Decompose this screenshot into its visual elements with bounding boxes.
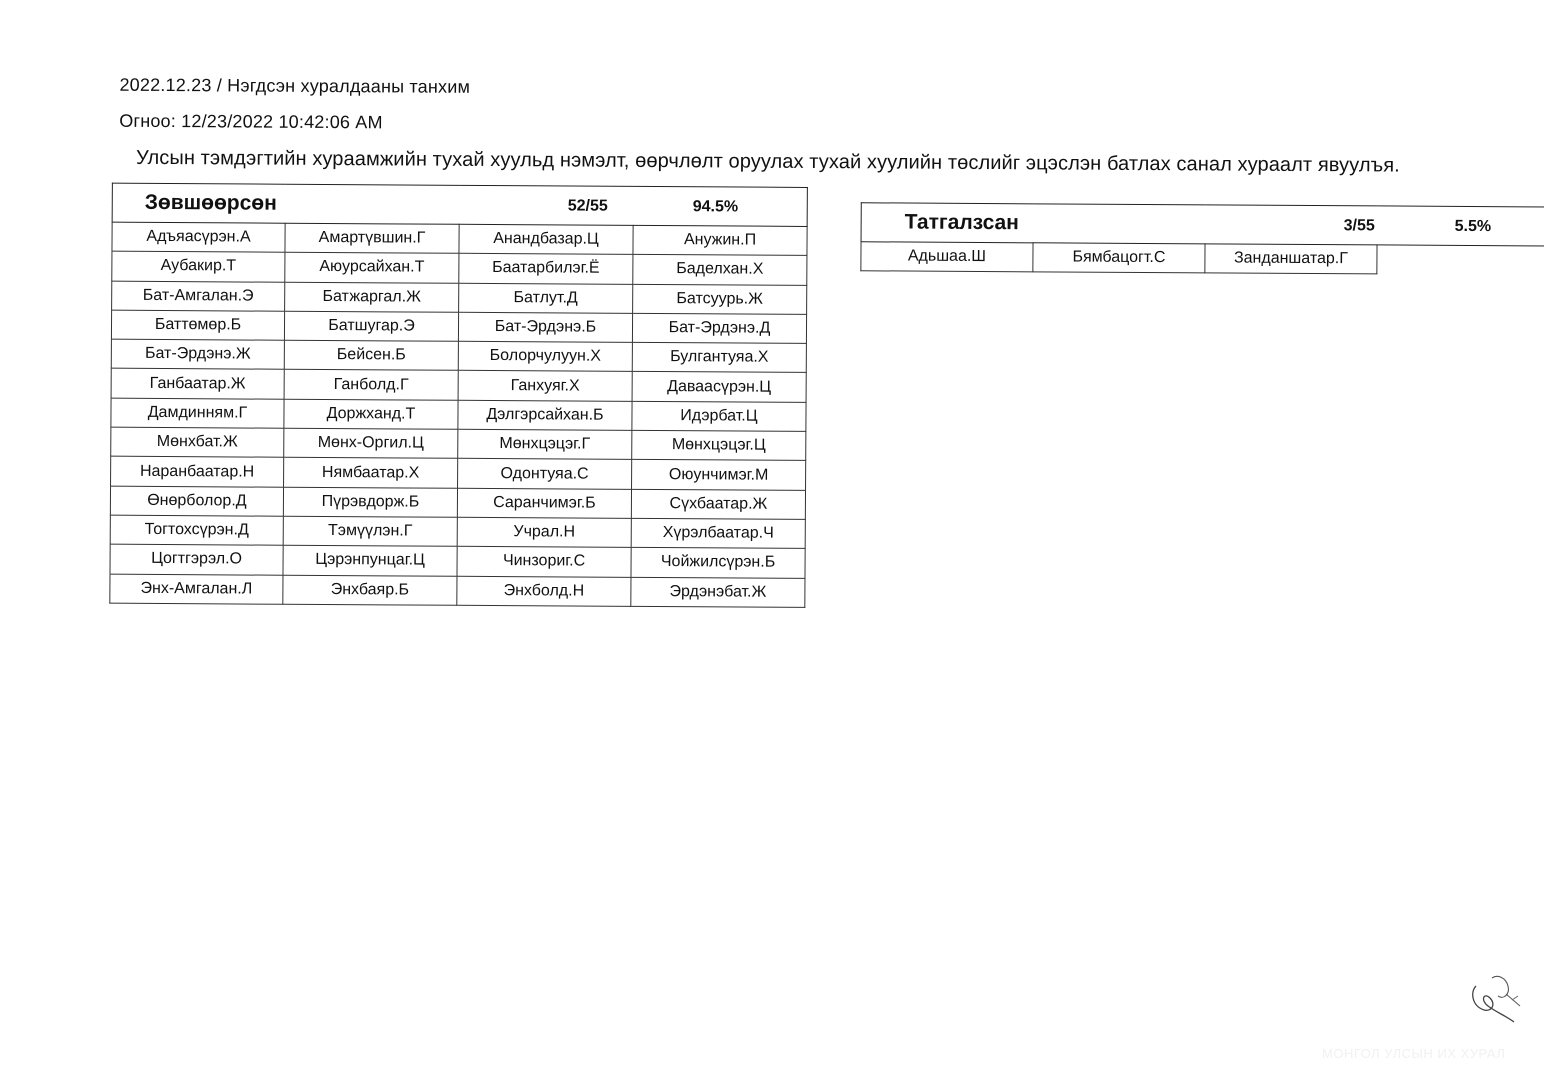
name-cell: Тэмүүлэн.Г [283,516,457,546]
name-cell: Энхболд.Н [457,576,631,606]
name-cell: Мөнх-Оргил.Ц [284,428,458,458]
name-cell: Даваасүрэн.Ц [632,372,806,402]
name-cell: Баттөмөр.Б [111,310,284,340]
name-cell: Мөнхцэцэг.Ц [632,430,806,460]
name-cell: Оюунчимэг.М [632,460,806,490]
reject-table [860,202,1544,276]
name-cell: Бямбацогт.С [1033,243,1205,273]
name-cell: Сүхбаатар.Ж [631,489,805,519]
table-row [110,574,805,608]
name-cell: Цогтгэрэл.О [110,544,283,574]
name-cell: Аубакир.Т [112,251,285,281]
name-cell: Бейсен.Б [284,340,458,370]
name-cell: Дамдинням.Г [111,398,284,428]
name-cell: Одонтуяа.С [458,459,632,489]
watermark: МОНГОЛ УЛСЫН ИХ ХУРАЛ [1322,1046,1506,1061]
name-cell: Адьшаа.Ш [861,242,1033,272]
name-cell: Нямбаатар.Х [284,458,458,488]
name-cell: Батлут.Д [459,283,633,313]
approve-percent: 94.5% [692,198,739,216]
table-row [111,339,806,373]
name-cell: Наранбаатар.Н [111,457,284,487]
name-cell: Булгантуяа.Х [632,343,806,373]
approve-title: Зөвшөөрсөн [144,190,277,215]
name-cell: Батжаргал.Ж [285,282,459,312]
name-cell: Анандбазар.Ц [459,224,633,254]
name-cell: Аюурсайхан.Т [285,253,459,283]
name-cell: Анужин.П [633,225,807,255]
table-row [112,222,807,256]
reject-title: Татгалзсан [904,210,1019,235]
name-cell: Тогтохсүрэн.Д [110,515,283,545]
name-cell: Доржханд.Т [284,399,458,429]
approve-count: 52/55 [567,197,608,215]
name-cell: Батшугар.Э [284,311,458,341]
table-row [111,398,806,432]
reject-header-row [861,203,1544,246]
name-cell: Бат-Амгалан.Э [112,281,285,311]
name-cell: Мөнхбат.Ж [111,427,284,457]
name-cell: Дэлгэрсайхан.Б [458,400,632,430]
approve-table [109,183,808,608]
table-row [111,457,806,491]
table-row [861,242,1544,276]
approve-header [112,183,807,226]
name-cell: Бат-Эрдэнэ.Б [458,312,632,342]
name-cell: Бат-Эрдэнэ.Ж [111,339,284,369]
name-cell: Адъяасүрэн.А [112,222,285,252]
name-cell: Ганболд.Г [284,370,458,400]
name-cell: Мөнхцэцэг.Г [458,429,632,459]
table-row [110,544,805,578]
name-cell: Саранчимэг.Б [457,488,631,518]
name-cell: Чинзориг.С [457,547,631,577]
empty-cell [1377,245,1544,275]
name-cell: Ганхуяг.Х [458,371,632,401]
vote-date: Огноо: 12/23/2022 10:42:06 AM [119,110,383,133]
name-cell: Ганбаатар.Ж [111,369,284,399]
name-cell: Пүрэвдорж.Б [283,487,457,517]
motion-text: Улсын тэмдэгтийн хураамжийн тухай хуульд нэмэлт, өөрчлөлт оруулах тухай хуулийн төслийг эцэслэн батлах санал хураалт явуулъя. [135,146,1400,177]
name-cell: Чойжилсүрэн.Б [631,548,805,578]
name-cell: Цэрэнпунцаг.Ц [283,546,457,576]
name-cell: Энхбаяр.Б [283,575,457,605]
table-row [110,486,805,520]
reject-percent: 5.5% [1454,217,1492,236]
name-cell: Баатарбилэг.Ё [459,254,633,284]
reject-count: 3/55 [1343,217,1375,235]
name-cell: Болорчулуун.Х [458,341,632,371]
table-row [111,369,806,403]
name-cell: Учрал.Н [457,517,631,547]
name-cell: Батсуурь.Ж [633,284,807,314]
table-row [110,515,805,549]
name-cell: Бат-Эрдэнэ.Д [632,313,806,343]
table-row [112,251,807,285]
table-row [112,281,807,315]
table-row [111,427,806,461]
name-cell: Хүрэлбаатар.Ч [631,518,805,548]
reject-header [861,203,1544,246]
table-row [111,310,806,344]
approve-header-row [112,183,807,226]
name-cell: Энх-Амгалан.Л [110,574,283,604]
name-cell: Эрдэнэбат.Ж [631,577,805,607]
name-cell: Идэрбат.Ц [632,401,806,431]
name-cell: Амартүвшин.Г [285,223,459,253]
name-cell: Өнөрболор.Д [110,486,283,516]
signature-mark [1462,966,1532,1030]
name-cell: Баделхан.Х [633,255,807,285]
session-info: 2022.12.23 / Нэгдсэн хуралдааны танхим [119,74,471,97]
name-cell: Занданшатар.Г [1205,244,1377,274]
